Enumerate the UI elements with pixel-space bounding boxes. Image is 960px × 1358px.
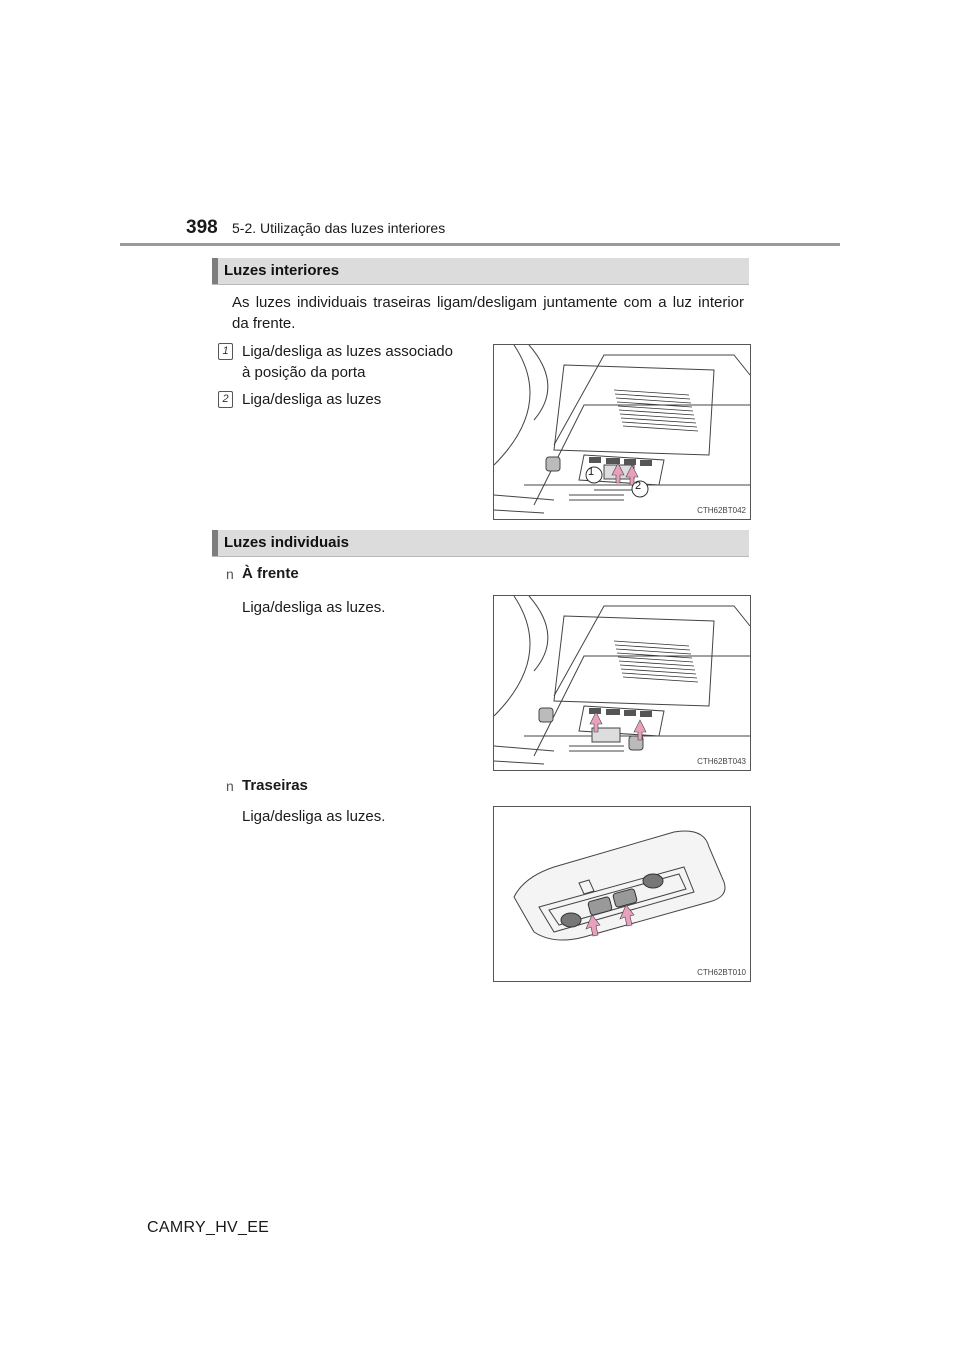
section-heading-interior-lights bbox=[212, 258, 749, 285]
rear-description: Liga/desliga as luzes. bbox=[242, 808, 386, 825]
figure-callout-1: 1 bbox=[588, 466, 595, 478]
section-heading-individual-lights bbox=[212, 530, 749, 557]
section-marker bbox=[212, 258, 218, 284]
figure-code: CTH62BT042 bbox=[697, 506, 746, 515]
intro-paragraph: As luzes individuais traseiras ligam/desligam juntamente com a luz interior da frente. bbox=[232, 294, 744, 332]
overhead-console-illustration bbox=[494, 596, 750, 770]
bullet-front: n bbox=[226, 566, 234, 582]
page-number: 398 bbox=[186, 217, 218, 238]
header-divider bbox=[120, 243, 840, 246]
front-description: Liga/desliga as luzes. bbox=[242, 599, 386, 616]
bullet-rear: n bbox=[226, 778, 234, 794]
item-number-2: 2 bbox=[218, 391, 233, 408]
subheading-front: À frente bbox=[242, 565, 299, 582]
overhead-console-illustration bbox=[494, 345, 750, 519]
item-number-1: 1 bbox=[218, 343, 233, 360]
rear-light-illustration bbox=[494, 807, 750, 981]
figure-rear-console bbox=[493, 806, 751, 982]
section-marker bbox=[212, 530, 218, 556]
figure-front-console-1 bbox=[493, 344, 751, 520]
section-heading-label: Luzes individuais bbox=[224, 534, 350, 551]
item-2-text: Liga/desliga as luzes bbox=[242, 391, 382, 408]
figure-front-console-2 bbox=[493, 595, 751, 771]
model-code-footer: CAMRY_HV_EE bbox=[147, 1219, 270, 1236]
figure-code: CTH62BT010 bbox=[697, 968, 746, 977]
section-title: 5-2. Utilização das luzes interiores bbox=[232, 220, 446, 236]
section-heading-label: Luzes interiores bbox=[224, 262, 340, 279]
item-1-text-line1: Liga/desliga as luzes associado bbox=[242, 343, 453, 360]
figure-callout-2: 2 bbox=[635, 480, 642, 492]
subheading-rear: Traseiras bbox=[242, 777, 308, 794]
item-1-text-line2: à posição da porta bbox=[242, 364, 366, 381]
figure-code: CTH62BT043 bbox=[697, 757, 746, 766]
